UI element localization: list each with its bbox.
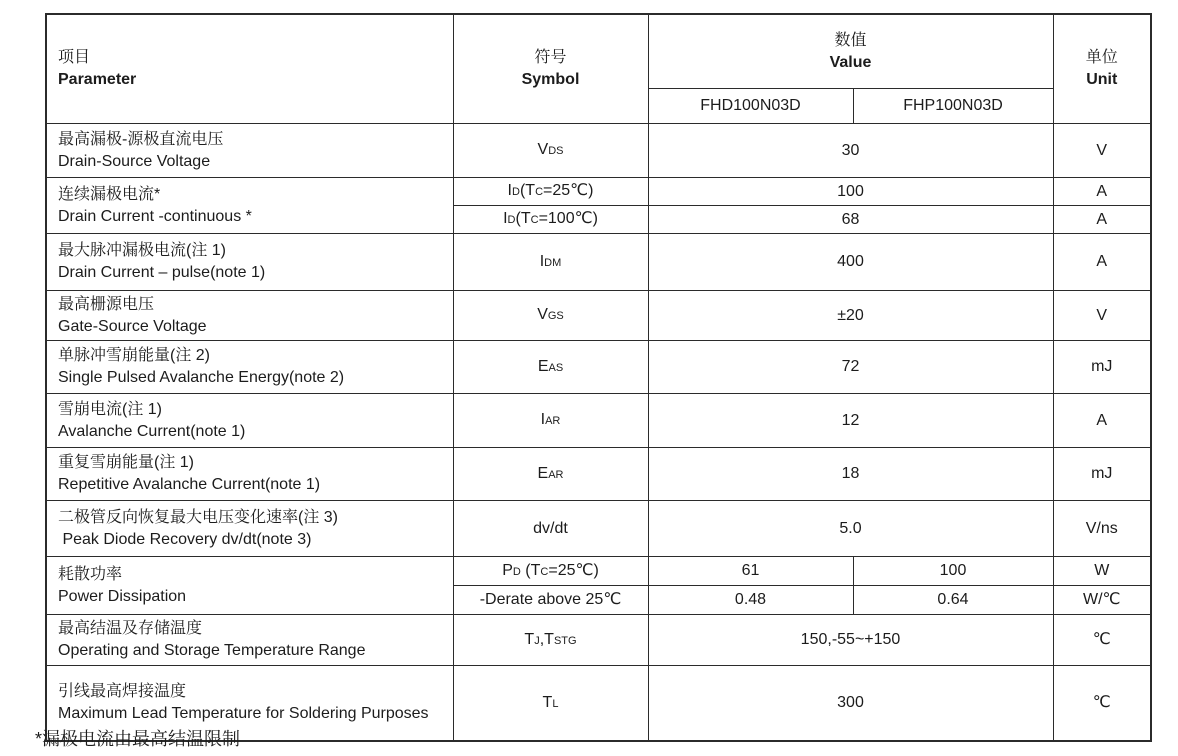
unit-cell: A xyxy=(1053,206,1151,234)
value-cell: 100 xyxy=(648,178,1053,206)
value-cell: 18 xyxy=(648,448,1053,501)
unit-cell: mJ xyxy=(1053,448,1151,501)
param-cell xyxy=(46,291,453,341)
value-cell: 72 xyxy=(648,341,1053,394)
header-unit-zh: 单位 xyxy=(1085,49,1118,66)
param-cell xyxy=(46,178,453,234)
header-value-en: Value xyxy=(829,53,872,71)
value-cell: 400 xyxy=(648,234,1053,291)
param-zh: 引线最高焊接温度 xyxy=(58,683,187,700)
table-row-dvdt xyxy=(46,501,1151,557)
param-cell xyxy=(46,557,453,615)
unit-cell: W xyxy=(1053,557,1151,586)
symbol-cell: VGS xyxy=(453,291,648,341)
symbol-cell: dv/dt xyxy=(453,501,648,557)
param-cell xyxy=(46,448,453,501)
header-value-zh: 数值 xyxy=(834,31,867,49)
unit-cell: A xyxy=(1053,394,1151,448)
param-zh: 耗散功率 xyxy=(58,565,123,583)
value-cell: 300 xyxy=(648,666,1053,742)
param-cell xyxy=(46,234,453,291)
header-value-cell xyxy=(648,14,1053,89)
header-parameter-en: Parameter xyxy=(58,71,137,88)
unit-cell: ℃ xyxy=(1053,615,1151,666)
table-row-pd xyxy=(46,557,1151,586)
table-row-vgs xyxy=(46,291,1151,341)
value-cell-device-b: 100 xyxy=(853,557,1053,586)
header-symbol-cell xyxy=(453,14,648,124)
value-cell-device-a: 61 xyxy=(648,557,853,586)
param-en: Drain Current -continuous * xyxy=(58,207,252,225)
param-zh: 雪崩电流(注 1) xyxy=(58,400,163,418)
symbol-cell: ID(TC=100℃) xyxy=(453,206,648,234)
ratings-sheet xyxy=(45,13,1152,742)
value-cell: 30 xyxy=(648,124,1053,178)
value-cell: 12 xyxy=(648,394,1053,448)
symbol-cell: PD (TC=25℃) xyxy=(453,557,648,586)
table-row-eas xyxy=(46,341,1151,394)
param-cell xyxy=(46,615,453,666)
unit-cell: A xyxy=(1053,178,1151,206)
header-symbol-zh: 符号 xyxy=(534,49,567,66)
param-en: Avalanche Current(note 1) xyxy=(58,422,246,440)
drain-current-footnote: *漏极电流由最高结温限制 xyxy=(35,729,241,749)
symbol-cell: EAR xyxy=(453,448,648,501)
param-en: Power Dissipation xyxy=(58,587,187,605)
table-row-vds xyxy=(46,124,1151,178)
param-cell xyxy=(46,341,453,394)
param-zh: 最大脉冲漏极电流(注 1) xyxy=(58,242,227,259)
unit-cell: W/℃ xyxy=(1053,586,1151,615)
symbol-cell: ID(TC=25℃) xyxy=(453,178,648,206)
table-row-tj-tstg xyxy=(46,615,1151,666)
param-zh: 重复雪崩能量(注 1) xyxy=(58,454,195,471)
param-en: Operating and Storage Temperature Range xyxy=(58,642,366,659)
table-row-iar xyxy=(46,394,1151,448)
header-unit-en: Unit xyxy=(1086,71,1118,88)
symbol-cell: VDS xyxy=(453,124,648,178)
param-en: Repetitive Avalanche Current(note 1) xyxy=(58,476,321,493)
param-zh: 最高栅源电压 xyxy=(58,295,155,313)
param-zh: 连续漏极电流* xyxy=(58,185,161,203)
unit-cell: A xyxy=(1053,234,1151,291)
param-zh: 二极管反向恢复最大电压变化速率(注 3) xyxy=(58,508,339,526)
param-en: Peak Diode Recovery dv/dt(note 3) xyxy=(58,530,312,548)
header-device-b: FHP100N03D xyxy=(853,89,1053,124)
param-cell xyxy=(46,124,453,178)
unit-cell: mJ xyxy=(1053,341,1151,394)
value-cell: 68 xyxy=(648,206,1053,234)
param-en: Single Pulsed Avalanche Energy(note 2) xyxy=(58,369,345,386)
unit-cell: V xyxy=(1053,291,1151,341)
absolute-maximum-ratings-table xyxy=(45,13,1152,742)
param-cell xyxy=(46,394,453,448)
param-cell xyxy=(46,501,453,557)
header-parameter-zh: 项目 xyxy=(58,49,91,66)
header-unit-cell xyxy=(1053,14,1151,124)
header-device-a: FHD100N03D xyxy=(648,89,853,124)
table-row-ear xyxy=(46,448,1151,501)
header-row-main xyxy=(46,14,1151,89)
param-en: Drain Current – pulse(note 1) xyxy=(58,264,266,281)
param-zh: 最高漏极-源极直流电压 xyxy=(58,130,224,148)
param-zh: 最高结温及存储温度 xyxy=(58,620,203,637)
value-cell-device-a: 0.48 xyxy=(648,586,853,615)
unit-cell: V xyxy=(1053,124,1151,178)
table-row-idm xyxy=(46,234,1151,291)
unit-cell: ℃ xyxy=(1053,666,1151,742)
param-en: Maximum Lead Temperature for Soldering Purposes xyxy=(58,705,429,722)
param-en: Drain-Source Voltage xyxy=(58,152,211,170)
symbol-cell: IAR xyxy=(453,394,648,448)
unit-cell: V/ns xyxy=(1053,501,1151,557)
symbol-cell: TJ,TSTG xyxy=(453,615,648,666)
value-cell-device-b: 0.64 xyxy=(853,586,1053,615)
symbol-cell: TL xyxy=(453,666,648,742)
header-parameter-cell xyxy=(46,14,453,124)
param-en: Gate-Source Voltage xyxy=(58,317,207,335)
symbol-cell: EAS xyxy=(453,341,648,394)
param-zh: 单脉冲雪崩能量(注 2) xyxy=(58,347,211,364)
value-cell: 5.0 xyxy=(648,501,1053,557)
value-cell: ±20 xyxy=(648,291,1053,341)
header-symbol-en: Symbol xyxy=(521,71,580,88)
symbol-cell: IDM xyxy=(453,234,648,291)
table-row-id-25c xyxy=(46,178,1151,206)
symbol-cell: -Derate above 25℃ xyxy=(453,586,648,615)
value-cell: 150,-55~+150 xyxy=(648,615,1053,666)
